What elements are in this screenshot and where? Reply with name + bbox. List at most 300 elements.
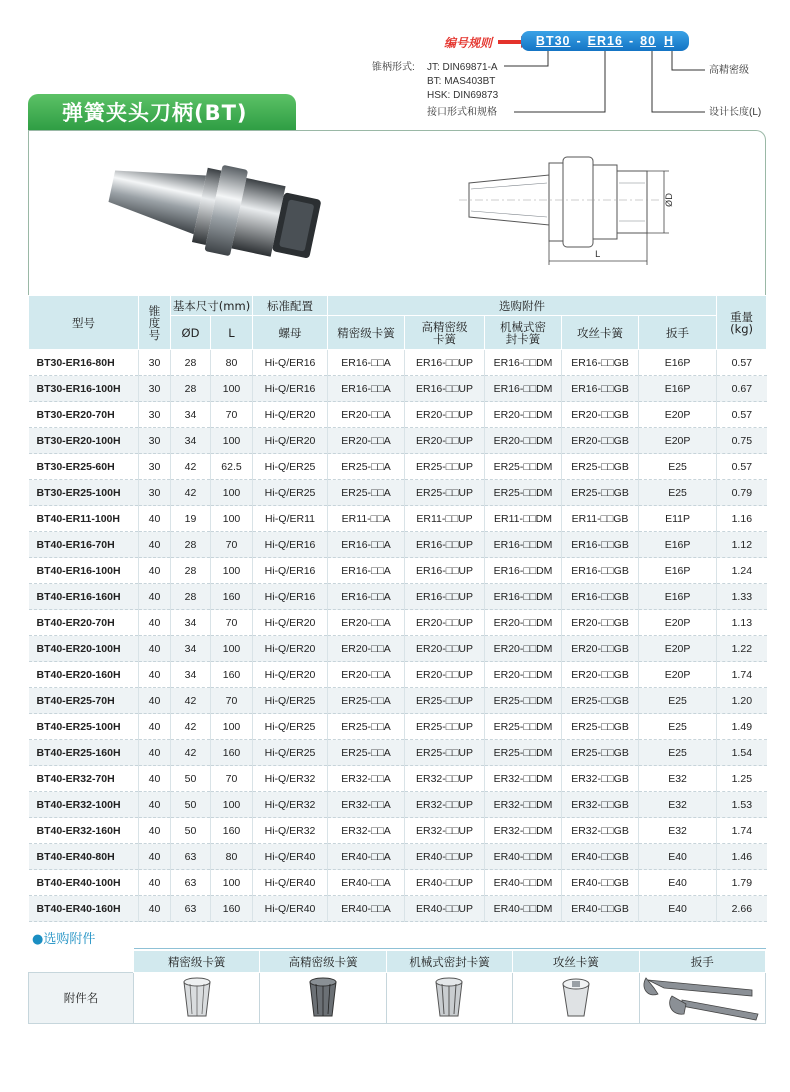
interface-spec-label: 接口形式和规格 [427,107,497,118]
cell-precision-collet: ER16-□□A [328,532,405,558]
cell-hp-collet: ER25-□□UP [405,454,485,480]
cell-hp-collet: ER11-□□UP [405,506,485,532]
cell-model: BT40-ER20-70H [29,610,139,636]
numbering-rule-title: 编号规则 [444,36,493,50]
cell-l: 160 [211,818,253,844]
cell-l: 160 [211,896,253,922]
cell-d: 50 [171,792,211,818]
cell-d: 28 [171,532,211,558]
collet-icon [559,976,593,1020]
cell-hp-collet: ER20-□□UP [405,662,485,688]
tap-collet-image [513,973,639,1024]
cell-hp-collet: ER32-□□UP [405,766,485,792]
cell-model: BT40-ER25-70H [29,688,139,714]
header-taper-no: 锥度号 [139,296,171,350]
cell-seal-collet: ER16-□□DM [485,532,562,558]
cell-weight: 1.79 [717,870,767,896]
cell-precision-collet: ER40-□□A [328,870,405,896]
cell-precision-collet: ER20-□□A [328,402,405,428]
cell-wrench: E16P [639,532,717,558]
acc-header-precision-collet: 精密级卡簧 [134,951,260,973]
cell-nut: Hi-Q/ER25 [253,480,328,506]
cell-seal-collet: ER25-□□DM [485,714,562,740]
cell-model: BT40-ER32-70H [29,766,139,792]
cell-nut: Hi-Q/ER20 [253,402,328,428]
table-row [29,766,767,792]
acc-header-hp-collet: 高精密级卡簧 [260,951,386,973]
acc-header-tap-collet: 攻丝卡簧 [513,951,639,973]
cell-l: 70 [211,402,253,428]
cell-l: 80 [211,844,253,870]
cell-l: 100 [211,636,253,662]
cell-hp-collet: ER20-□□UP [405,428,485,454]
seal-collet-image [386,973,512,1024]
cell-taper-no: 40 [139,818,171,844]
rule-code-length: 80 [640,34,657,48]
product-image-panel [28,130,766,296]
cell-wrench: E20P [639,662,717,688]
cell-model: BT40-ER20-160H [29,662,139,688]
wrench-image [639,973,765,1024]
cell-d: 42 [171,454,211,480]
shank-form-label: 锥柄形式: [372,62,415,73]
cell-d: 42 [171,688,211,714]
cell-tap-collet: ER20-□□GB [562,428,639,454]
cell-wrench: E40 [639,896,717,922]
cell-tap-collet: ER20-□□GB [562,636,639,662]
cell-tap-collet: ER25-□□GB [562,688,639,714]
cell-seal-collet: ER16-□□DM [485,350,562,376]
accessories-table [28,950,766,1024]
cell-nut: Hi-Q/ER20 [253,428,328,454]
cell-model: BT40-ER11-100H [29,506,139,532]
header-l: L [211,316,253,350]
cell-weight: 1.74 [717,662,767,688]
cell-hp-collet: ER20-□□UP [405,402,485,428]
cell-taper-no: 40 [139,584,171,610]
cell-d: 34 [171,428,211,454]
cell-weight: 0.57 [717,350,767,376]
cell-tap-collet: ER32-□□GB [562,766,639,792]
cell-seal-collet: ER20-□□DM [485,428,562,454]
cell-nut: Hi-Q/ER40 [253,870,328,896]
cell-d: 19 [171,506,211,532]
cell-d: 34 [171,636,211,662]
shank-jt: JT: DIN69871-A [427,62,498,73]
cell-taper-no: 30 [139,376,171,402]
collet-icon [432,976,466,1020]
accessories-divider [134,948,766,949]
cell-tap-collet: ER25-□□GB [562,714,639,740]
cell-model: BT30-ER25-100H [29,480,139,506]
table-row [29,636,767,662]
cell-seal-collet: ER32-□□DM [485,818,562,844]
cell-wrench: E25 [639,714,717,740]
cell-wrench: E40 [639,870,717,896]
design-length-label: 设计长度(L) [709,107,762,118]
cell-weight: 1.33 [717,584,767,610]
cell-precision-collet: ER32-□□A [328,818,405,844]
cell-tap-collet: ER16-□□GB [562,532,639,558]
cell-taper-no: 40 [139,688,171,714]
cell-wrench: E25 [639,688,717,714]
cell-d: 34 [171,662,211,688]
cell-nut: Hi-Q/ER20 [253,662,328,688]
table-row [29,402,767,428]
cell-tap-collet: ER40-□□GB [562,844,639,870]
cell-weight: 0.57 [717,402,767,428]
cell-d: 50 [171,766,211,792]
cell-nut: Hi-Q/ER40 [253,896,328,922]
cell-precision-collet: ER20-□□A [328,662,405,688]
cell-taper-no: 40 [139,766,171,792]
cell-taper-no: 30 [139,402,171,428]
cell-taper-no: 30 [139,350,171,376]
cell-d: 63 [171,896,211,922]
table-row [29,818,767,844]
cell-weight: 1.53 [717,792,767,818]
table-row [29,350,767,376]
cell-weight: 0.75 [717,428,767,454]
cell-seal-collet: ER20-□□DM [485,610,562,636]
cell-precision-collet: ER25-□□A [328,688,405,714]
table-row [29,428,767,454]
hp-collet-image [260,973,386,1024]
cell-seal-collet: ER40-□□DM [485,896,562,922]
rule-code-box [521,31,689,51]
cell-model: BT30-ER16-100H [29,376,139,402]
header-precision-collet: 精密级卡簧 [328,316,405,350]
cell-taper-no: 30 [139,480,171,506]
table-row [29,532,767,558]
cell-tap-collet: ER40-□□GB [562,896,639,922]
cell-nut: Hi-Q/ER16 [253,584,328,610]
cell-d: 42 [171,480,211,506]
cell-d: 28 [171,584,211,610]
cell-taper-no: 40 [139,740,171,766]
cell-model: BT40-ER16-100H [29,558,139,584]
cell-tap-collet: ER25-□□GB [562,480,639,506]
cell-model: BT30-ER16-80H [29,350,139,376]
cell-nut: Hi-Q/ER16 [253,376,328,402]
table-row [29,896,767,922]
technical-drawing [459,143,689,283]
spec-table [28,295,767,922]
cell-d: 50 [171,818,211,844]
cell-taper-no: 40 [139,610,171,636]
cell-hp-collet: ER25-□□UP [405,688,485,714]
cell-tap-collet: ER16-□□GB [562,376,639,402]
header-nut: 螺母 [253,316,328,350]
cell-wrench: E20P [639,610,717,636]
cell-nut: Hi-Q/ER20 [253,636,328,662]
rule-code-sep: - [628,34,635,48]
cell-wrench: E16P [639,376,717,402]
cell-model: BT40-ER40-100H [29,870,139,896]
page-title: 弹簧夹头刀柄(BT) [28,94,296,130]
cell-seal-collet: ER20-□□DM [485,636,562,662]
cell-l: 80 [211,350,253,376]
cell-d: 42 [171,740,211,766]
cell-d: 28 [171,558,211,584]
header-tap-collet: 攻丝卡簧 [562,316,639,350]
wrench-icon [642,974,762,1022]
header-optional: 选购附件 [328,296,717,316]
cell-seal-collet: ER25-□□DM [485,688,562,714]
table-row [29,454,767,480]
cell-precision-collet: ER25-□□A [328,480,405,506]
cell-seal-collet: ER20-□□DM [485,662,562,688]
cell-nut: Hi-Q/ER16 [253,558,328,584]
tool-holder-photo [89,141,349,281]
cell-tap-collet: ER20-□□GB [562,402,639,428]
cell-seal-collet: ER16-□□DM [485,558,562,584]
cell-d: 42 [171,714,211,740]
cell-hp-collet: ER25-□□UP [405,480,485,506]
cell-seal-collet: ER20-□□DM [485,402,562,428]
drawing-dim-d: ØD [665,192,675,207]
cell-l: 100 [211,792,253,818]
cell-nut: Hi-Q/ER40 [253,844,328,870]
cell-precision-collet: ER40-□□A [328,896,405,922]
cell-taper-no: 40 [139,558,171,584]
cell-nut: Hi-Q/ER16 [253,532,328,558]
accessories-row-label: 附件名 [29,973,134,1024]
cell-precision-collet: ER25-□□A [328,740,405,766]
cell-tap-collet: ER32-□□GB [562,792,639,818]
cell-precision-collet: ER20-□□A [328,610,405,636]
cell-taper-no: 40 [139,870,171,896]
cell-precision-collet: ER16-□□A [328,376,405,402]
cell-model: BT30-ER20-100H [29,428,139,454]
cell-model: BT40-ER40-80H [29,844,139,870]
cell-wrench: E32 [639,766,717,792]
table-row [29,688,767,714]
header-hp-collet: 高精密级卡簧 [405,316,485,350]
accessories-title: ●选购附件 [32,932,96,947]
cell-l: 70 [211,766,253,792]
cell-seal-collet: ER25-□□DM [485,454,562,480]
cell-tap-collet: ER25-□□GB [562,740,639,766]
cell-precision-collet: ER32-□□A [328,766,405,792]
header-model: 型号 [29,296,139,350]
precision-collet-image [134,973,260,1024]
cell-seal-collet: ER40-□□DM [485,870,562,896]
cell-hp-collet: ER16-□□UP [405,558,485,584]
cell-taper-no: 40 [139,662,171,688]
cell-hp-collet: ER40-□□UP [405,896,485,922]
collet-icon [180,976,214,1020]
cell-wrench: E16P [639,584,717,610]
cell-l: 160 [211,662,253,688]
cell-wrench: E32 [639,818,717,844]
cell-tap-collet: ER11-□□GB [562,506,639,532]
cell-taper-no: 40 [139,506,171,532]
cell-tap-collet: ER16-□□GB [562,350,639,376]
accessories-corner [29,951,134,973]
cell-taper-no: 40 [139,792,171,818]
cell-model: BT40-ER32-100H [29,792,139,818]
cell-wrench: E40 [639,844,717,870]
cell-tap-collet: ER16-□□GB [562,584,639,610]
header-seal-collet: 机械式密封卡簧 [485,316,562,350]
cell-taper-no: 40 [139,714,171,740]
cell-wrench: E20P [639,402,717,428]
cell-d: 28 [171,376,211,402]
rule-code-precision: H [664,34,675,48]
shank-hsk: HSK: DIN69873 [427,90,499,101]
cell-seal-collet: ER16-□□DM [485,584,562,610]
cell-l: 100 [211,376,253,402]
table-row [29,584,767,610]
cell-taper-no: 40 [139,844,171,870]
cell-hp-collet: ER32-□□UP [405,818,485,844]
cell-wrench: E20P [639,428,717,454]
cell-hp-collet: ER20-□□UP [405,610,485,636]
cell-tap-collet: ER16-□□GB [562,558,639,584]
cell-nut: Hi-Q/ER20 [253,610,328,636]
cell-weight: 0.79 [717,480,767,506]
cell-l: 160 [211,740,253,766]
cell-nut: Hi-Q/ER11 [253,506,328,532]
cell-l: 100 [211,428,253,454]
cell-seal-collet: ER16-□□DM [485,376,562,402]
cell-weight: 1.12 [717,532,767,558]
cell-tap-collet: ER40-□□GB [562,870,639,896]
acc-header-seal-collet: 机械式密封卡簧 [386,951,512,973]
cell-l: 100 [211,480,253,506]
cell-d: 63 [171,844,211,870]
cell-precision-collet: ER40-□□A [328,844,405,870]
table-row [29,376,767,402]
cell-l: 100 [211,558,253,584]
cell-l: 100 [211,714,253,740]
table-row [29,558,767,584]
table-row [29,480,767,506]
cell-tap-collet: ER20-□□GB [562,662,639,688]
cell-nut: Hi-Q/ER25 [253,688,328,714]
cell-taper-no: 30 [139,428,171,454]
cell-seal-collet: ER11-□□DM [485,506,562,532]
cell-d: 28 [171,350,211,376]
cell-weight: 1.24 [717,558,767,584]
cell-weight: 0.67 [717,376,767,402]
cell-seal-collet: ER25-□□DM [485,480,562,506]
cell-precision-collet: ER16-□□A [328,584,405,610]
table-row [29,506,767,532]
cell-model: BT30-ER20-70H [29,402,139,428]
cell-seal-collet: ER32-□□DM [485,766,562,792]
cell-seal-collet: ER40-□□DM [485,844,562,870]
cell-nut: Hi-Q/ER25 [253,740,328,766]
cell-precision-collet: ER25-□□A [328,454,405,480]
cell-model: BT40-ER40-160H [29,896,139,922]
cell-weight: 1.46 [717,844,767,870]
cell-nut: Hi-Q/ER25 [253,454,328,480]
cell-weight: 1.22 [717,636,767,662]
cell-d: 34 [171,610,211,636]
cell-wrench: E32 [639,792,717,818]
header-basic-dims: 基本尺寸(mm) [171,296,253,316]
cell-wrench: E25 [639,454,717,480]
cell-hp-collet: ER16-□□UP [405,350,485,376]
cell-taper-no: 40 [139,636,171,662]
cell-precision-collet: ER11-□□A [328,506,405,532]
cell-nut: Hi-Q/ER32 [253,792,328,818]
cell-model: BT40-ER16-160H [29,584,139,610]
cell-precision-collet: ER25-□□A [328,714,405,740]
cell-wrench: E25 [639,740,717,766]
cell-model: BT40-ER20-100H [29,636,139,662]
cell-precision-collet: ER32-□□A [328,792,405,818]
cell-wrench: E16P [639,558,717,584]
cell-precision-collet: ER20-□□A [328,428,405,454]
rule-code-interface: ER16 [587,34,623,48]
cell-hp-collet: ER40-□□UP [405,870,485,896]
cell-precision-collet: ER16-□□A [328,350,405,376]
cell-hp-collet: ER16-□□UP [405,376,485,402]
rule-code-sep: - [576,34,582,48]
acc-header-wrench: 扳手 [639,951,765,973]
cell-hp-collet: ER25-□□UP [405,714,485,740]
table-row [29,844,767,870]
header-wrench: 扳手 [639,316,717,350]
cell-weight: 1.74 [717,818,767,844]
cell-taper-no: 40 [139,896,171,922]
table-row [29,714,767,740]
cell-wrench: E20P [639,636,717,662]
header-weight: 重量(kg) [717,296,767,350]
cell-taper-no: 30 [139,454,171,480]
cell-seal-collet: ER32-□□DM [485,792,562,818]
cell-hp-collet: ER40-□□UP [405,844,485,870]
table-row [29,610,767,636]
cell-l: 100 [211,506,253,532]
cell-weight: 1.13 [717,610,767,636]
cell-l: 160 [211,584,253,610]
table-row [29,740,767,766]
cell-d: 34 [171,402,211,428]
cell-model: BT40-ER32-160H [29,818,139,844]
cell-weight: 1.25 [717,766,767,792]
cell-d: 63 [171,870,211,896]
table-row [29,870,767,896]
cell-weight: 1.20 [717,688,767,714]
cell-weight: 1.16 [717,506,767,532]
collet-icon [306,976,340,1020]
cell-hp-collet: ER20-□□UP [405,636,485,662]
header-d: ØD [171,316,211,350]
cell-hp-collet: ER16-□□UP [405,584,485,610]
cell-hp-collet: ER25-□□UP [405,740,485,766]
cell-nut: Hi-Q/ER32 [253,766,328,792]
cell-nut: Hi-Q/ER25 [253,714,328,740]
cell-precision-collet: ER20-□□A [328,636,405,662]
cell-seal-collet: ER25-□□DM [485,740,562,766]
cell-model: BT30-ER25-60H [29,454,139,480]
cell-tap-collet: ER20-□□GB [562,610,639,636]
cell-l: 70 [211,688,253,714]
cell-weight: 1.49 [717,714,767,740]
cell-nut: Hi-Q/ER16 [253,350,328,376]
cell-taper-no: 40 [139,532,171,558]
spec-table-body [29,350,767,922]
table-row [29,792,767,818]
cell-weight: 0.57 [717,454,767,480]
cell-l: 62.5 [211,454,253,480]
cell-precision-collet: ER16-□□A [328,558,405,584]
high-precision-label: 高精密级 [709,65,749,76]
